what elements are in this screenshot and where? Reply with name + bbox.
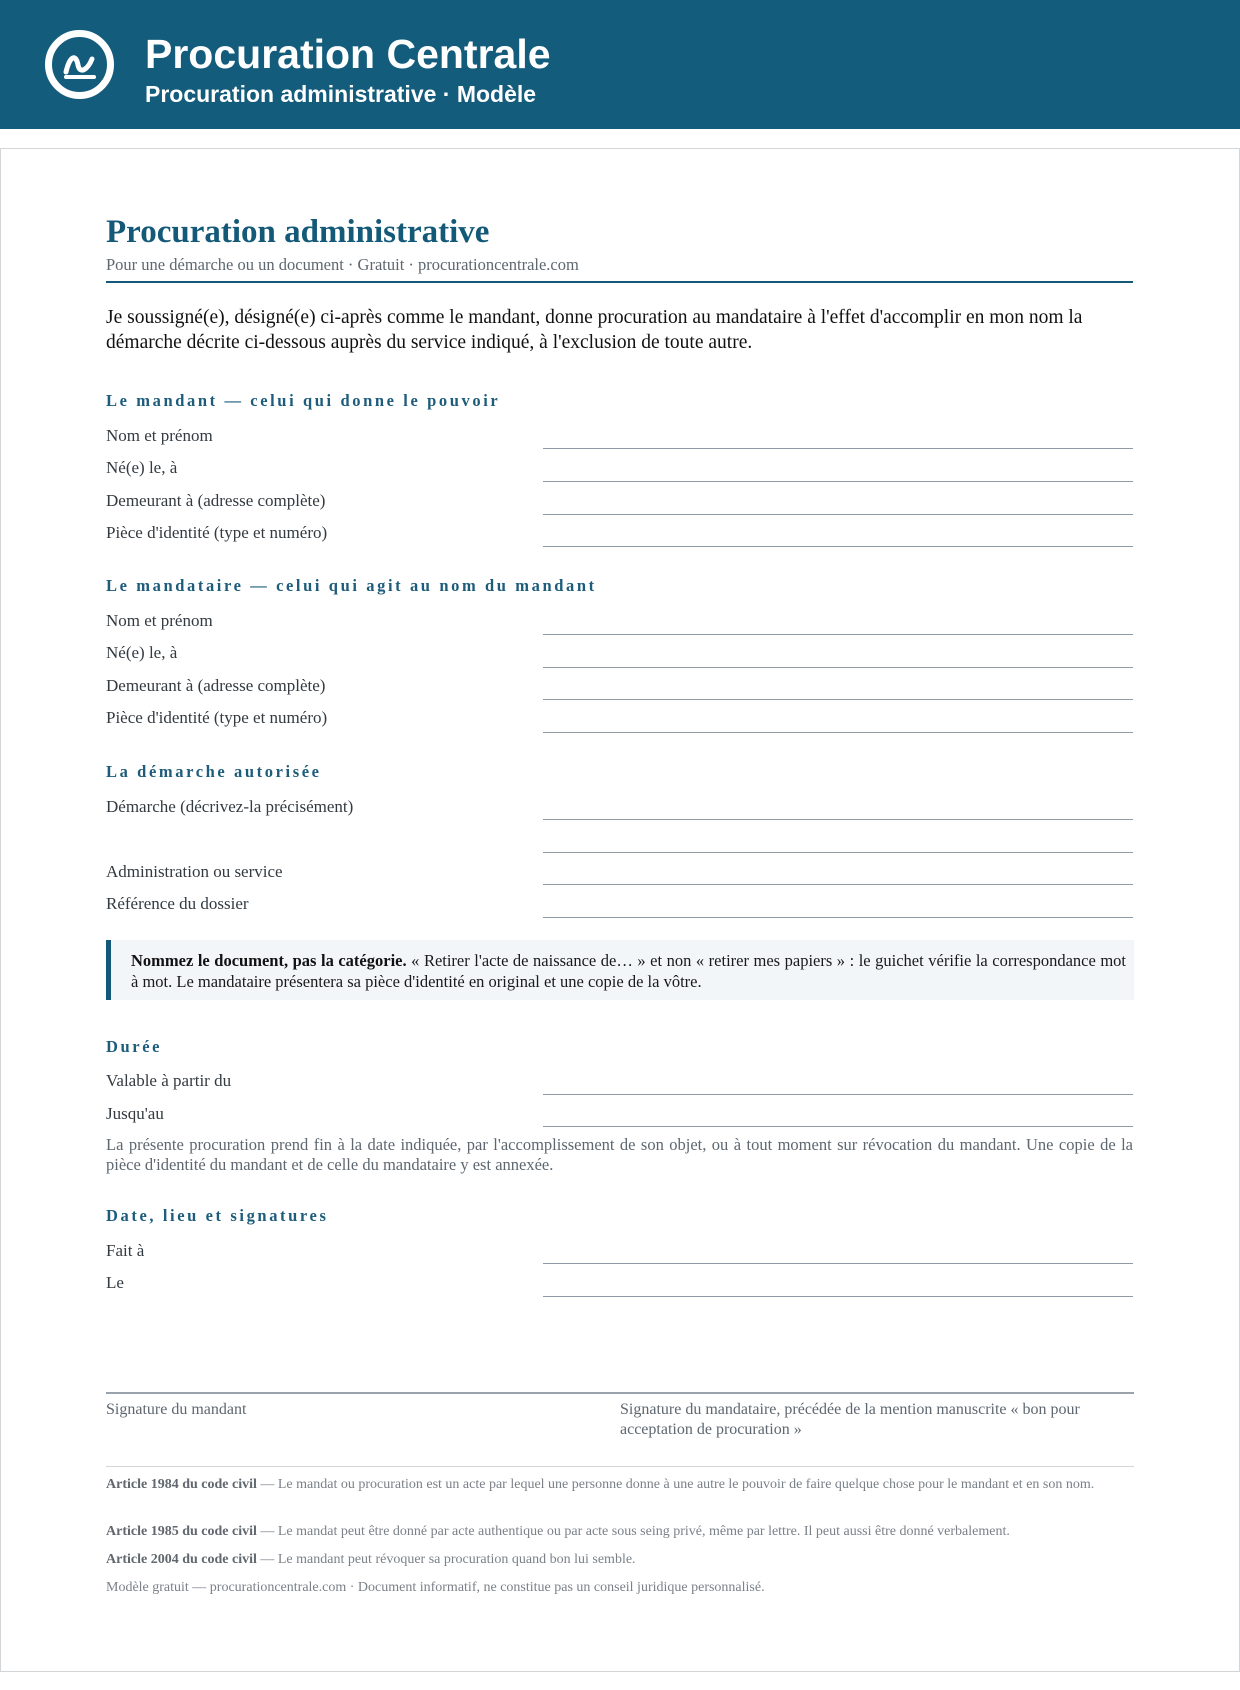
- article-2004: [106, 1551, 1136, 1570]
- article-1984-ref: Article 1984 du code civil: [106, 1477, 257, 1492]
- date-field[interactable]: [543, 1296, 1133, 1297]
- valid-until-label: Jusqu'au: [106, 1104, 164, 1123]
- header-bar: [0, 0, 1240, 129]
- callout-note: [106, 940, 1134, 1000]
- mandant-id-field[interactable]: [543, 546, 1133, 547]
- demarche-description-field-2[interactable]: [543, 852, 1133, 853]
- mandant-name-field[interactable]: [543, 448, 1133, 449]
- signature-mark-icon: [44, 29, 115, 100]
- title-divider: [106, 281, 1133, 283]
- signature-mandant-label: Signature du mandant: [106, 1401, 247, 1418]
- mandant-birth-field[interactable]: [543, 481, 1133, 482]
- mandataire-id-field[interactable]: [543, 732, 1133, 733]
- article-2004-text: — Le mandant peut révoquer sa procuration quand bon lui semble.: [256, 1552, 636, 1567]
- section-title-duree: Durée: [106, 1037, 163, 1056]
- demarche-description-label: Démarche (décrivez-la précisément): [106, 797, 354, 816]
- mandant-id-label: Pièce d'identité (type et numéro): [106, 523, 328, 542]
- article-2004-ref: Article 2004 du code civil: [106, 1552, 257, 1567]
- section-title-mandataire: Le mandataire — celui qui agit au nom du mandant: [106, 576, 597, 595]
- section-title-signatures: Date, lieu et signatures: [106, 1206, 329, 1225]
- signature-mandataire-label: Signature du mandataire, précédée de la mention manuscrite « bon pour acceptation de procuration »: [620, 1401, 1080, 1438]
- valid-from-field[interactable]: [543, 1094, 1133, 1095]
- valid-until-field[interactable]: [543, 1126, 1133, 1127]
- footer-disclaimer: Modèle gratuit — procurationcentrale.com · Document informatif, ne constitue pas un conseil juridique personnalisé.: [106, 1580, 765, 1595]
- document-title: Procuration administrative: [106, 214, 490, 250]
- place-label: Fait à: [106, 1241, 145, 1260]
- mandant-address-label: Demeurant à (adresse complète): [106, 491, 326, 510]
- callout-body: « Retirer l'acte de naissance de… » et non « retirer mes papiers » : le guichet vérifie la correspondance mot à mot. Le mandataire présentera sa pièce d'identité en original et une copie de la vôtre.: [131, 951, 1127, 991]
- callout-bold: Nommez le document, pas la catégorie.: [131, 951, 407, 970]
- section-title-mandant: Le mandant — celui qui donne le pouvoir: [106, 391, 501, 410]
- brand-title: Procuration Centrale: [145, 31, 551, 77]
- article-1985-text: — Le mandat peut être donné par acte authentique ou par acte sous seing privé, même par lettre. Il peut aussi être donné verbalement.: [256, 1524, 1010, 1539]
- dossier-reference-label: Référence du dossier: [106, 894, 249, 913]
- mandataire-name-label: Nom et prénom: [106, 611, 213, 630]
- mandataire-id-label: Pièce d'identité (type et numéro): [106, 708, 328, 727]
- place-field[interactable]: [543, 1263, 1133, 1264]
- administration-label: Administration ou service: [106, 862, 283, 881]
- mandataire-birth-label: Né(e) le, à: [106, 643, 178, 662]
- article-1985-ref: Article 1985 du code civil: [106, 1524, 257, 1539]
- brand-subtitle: Procuration administrative · Modèle: [145, 81, 537, 107]
- signature-rule: [106, 1392, 1134, 1394]
- mandant-name-label: Nom et prénom: [106, 426, 213, 445]
- section-title-demarche: La démarche autorisée: [106, 762, 322, 781]
- valid-from-label: Valable à partir du: [106, 1071, 232, 1090]
- duree-note: La présente procuration prend fin à la date indiquée, par l'accomplissement de son objet, ou à tout moment sur révocation du mandant. Une copie de la pièce d'identité du mandant et de celle du mandataire y est annexée.: [106, 1135, 1133, 1174]
- mandataire-address-label: Demeurant à (adresse complète): [106, 676, 326, 695]
- mandataire-name-field[interactable]: [543, 634, 1133, 635]
- intro-paragraph: Je soussigné(e), désigné(e) ci-après comme le mandant, donne procuration au mandataire à l'effet d'accomplir en mon nom la démarche décrite ci-dessous auprès du service indiqué, à l'exclusion de toute autre.: [106, 307, 1083, 353]
- date-label: Le: [106, 1273, 124, 1292]
- mandant-birth-label: Né(e) le, à: [106, 458, 178, 477]
- mandant-address-field[interactable]: [543, 514, 1133, 515]
- mandataire-address-field[interactable]: [543, 699, 1133, 700]
- administration-field[interactable]: [543, 884, 1133, 885]
- article-1985: [106, 1523, 1136, 1542]
- article-1984-text: — Le mandat ou procuration est un acte par lequel une personne donne à une autre le pouvoir de faire quelque chose pour le mandant et en son nom.: [256, 1477, 1095, 1492]
- demarche-description-field[interactable]: [543, 819, 1133, 820]
- articles-divider: [106, 1466, 1134, 1467]
- document-subtitle: Pour une démarche ou un document · Gratuit · procurationcentrale.com: [106, 255, 579, 274]
- mandataire-birth-field[interactable]: [543, 667, 1133, 668]
- article-1984: [106, 1476, 1136, 1495]
- callout-text: [131, 950, 1126, 992]
- dossier-reference-field[interactable]: [543, 917, 1133, 918]
